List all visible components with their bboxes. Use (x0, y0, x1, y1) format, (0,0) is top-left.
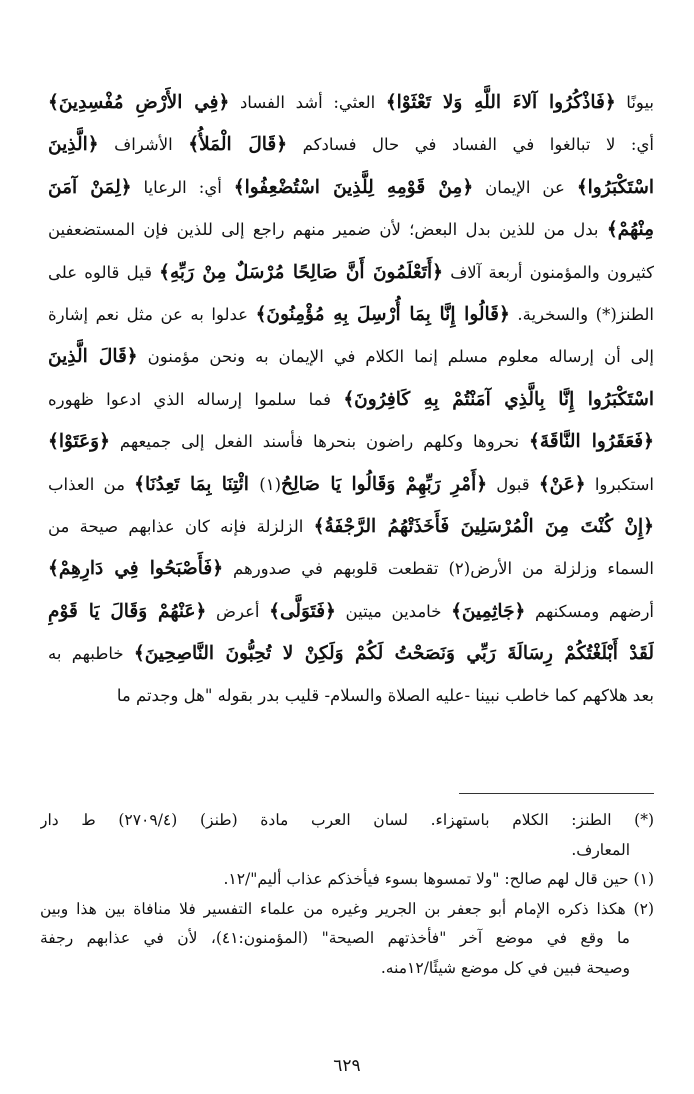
text-line (48, 675, 654, 717)
commentary-text: إلى أن إرساله معلوم مسلم إنما الكلام في الإيمان به ونحن مؤمنون (137, 347, 654, 367)
text-line (48, 82, 654, 124)
commentary-text: خاطبهم به (48, 644, 134, 664)
quran-quote: اسْتَكْبَرُوا﴾ (576, 176, 654, 198)
quran-quote: ائْتِنَا بِمَا تَعِدُنَا﴾ (134, 473, 260, 495)
quran-quote: لَقَدْ أَبْلَغْتُكُمْ رِسَالَةَ رَبِّي وَنَصَحْتُ لَكُمْ وَلَكِنْ لا تُحِبُّونَ النَّاصِحِينَ﴾ (133, 643, 654, 665)
text-line (48, 379, 654, 421)
text-line (48, 633, 654, 675)
commentary-text: أي: الرعايا (131, 177, 234, 197)
text-line (48, 252, 654, 294)
quran-quote: ﴿قَالَ الَّذِينَ (48, 346, 138, 368)
footnote-separator (459, 793, 654, 794)
commentary-text: السماء وزلزلة من الأرض(٢) تقطعت قلوبهم في صدورهم (223, 559, 654, 579)
commentary-text: أي: لا تبالغوا في الفساد في حال فسادكم (287, 135, 654, 155)
commentary-text: عن الإيمان (473, 177, 577, 197)
text-line (48, 506, 654, 548)
quran-quote: ﴿أَتَعْلَمُونَ أَنَّ صَالِحًا مُرْسَلٌ مِنْ رَبِّهِ﴾ (159, 261, 443, 283)
quran-quote: ﴿فَأَصْبَحُوا فِي دَارِهِمْ﴾ (48, 558, 224, 580)
commentary-text: خامدين ميتين (335, 601, 452, 621)
commentary-text: من العذاب (48, 474, 135, 494)
text-line (48, 209, 654, 251)
commentary-text: بيونًا (615, 93, 654, 112)
text-line (48, 421, 654, 463)
main-text (48, 82, 654, 718)
quran-quote: ﴿عَنْ﴾ (538, 473, 586, 495)
footnote-line: (٢) هكذا ذكره الإمام أبو جعفر بن الجرير وغيره من علماء التفسير فلا منافاة بين هذا وبين (40, 899, 654, 918)
text-line (48, 591, 654, 633)
quran-quote: ﴿فَاذْكُرُوا آلاءَ اللَّهِ وَلا تَعْثَوْا﴾ (385, 92, 616, 113)
quran-quote: ﴿فَتَوَلَّى﴾ (269, 600, 336, 622)
commentary-text: بدل من للذين بدل البعض؛ لأن ضمير منهم راجع إلى للذين فإن المستضعفين (48, 220, 607, 240)
commentary-text: فما سلموا إرساله الذي ادعوا ظهوره (48, 389, 344, 409)
quran-quote: اسْتَكْبَرُوا إِنَّا بِالَّذِي آمَنْتُمْ بِهِ كَافِرُونَ﴾ (343, 388, 654, 410)
commentary-text: عدلوا به عن مثل نعم إشارة (48, 304, 256, 324)
text-line (48, 294, 654, 336)
quran-quote: ﴿أَمْرِ رَبِّهِمْ وَقَالُوا يَا صَالِحُ (281, 473, 488, 495)
quran-quote: ﴿مِنْ قَوْمِهِ لِلَّذِينَ اسْتُضْعِفُوا﴾ (233, 176, 474, 198)
quran-quote: ﴿عَنْهُمْ وَقَالَ يَا قَوْمِ (48, 600, 207, 622)
commentary-text: كثيرون والمؤمنون أربعة آلاف (442, 262, 654, 282)
commentary-text: قبول (487, 474, 539, 494)
commentary-text: بعد هلاكهم كما خاطب نبينا -عليه الصلاة والسلام- قليب بدر بقوله "هل وجدتم ما (116, 686, 654, 706)
text-line (48, 124, 654, 166)
commentary-text: (١) (259, 474, 282, 494)
commentary-text: الأشراف (98, 135, 189, 155)
commentary-text: أرضهم ومسكنهم (525, 601, 654, 621)
footnotes (40, 806, 654, 984)
commentary-text: الطنز(*) والسخرية. (509, 304, 654, 324)
footnote-line: (١) حين قال لهم صالح: "ولا تمسوها بسوء فيأخذكم عذاب أليم"/١٢. (223, 870, 654, 889)
quran-quote: ﴿إِنْ كُنْتَ مِنَ الْمُرْسَلِينَ فَأَخَذَتْهُمُ الرَّجْفَةُ﴾ (313, 515, 654, 537)
text-line (48, 464, 654, 506)
quran-quote: ﴿فِي الأَرْضِ مُفْسِدِينَ﴾ (48, 92, 230, 113)
quran-quote: ﴿لِمَنْ آمَنَ (48, 176, 132, 198)
commentary-text: نحروها وكلهم راضون بنحرها فأسند الفعل إلى جميعهم (109, 432, 529, 452)
footnote-line: المعارف. (571, 840, 630, 859)
text-line (48, 336, 654, 378)
text-line (48, 548, 654, 590)
quran-quote: ﴿قَالُوا إِنَّا بِمَا أُرْسِلَ بِهِ مُؤْمِنُونَ﴾ (255, 303, 510, 325)
quran-quote: ﴿جَاثِمِينَ﴾ (451, 600, 526, 622)
quran-quote: ﴿وَعَتَوْا﴾ (48, 431, 110, 453)
commentary-text: العثي: أشد الفساد (229, 93, 386, 112)
quran-quote: مِنْهُمْ﴾ (606, 219, 654, 241)
footnote-line: (*) الطنز: الكلام باستهزاء. لسان العرب مادة (طنز) (٢٧٠٩/٤) ط دار (40, 811, 654, 829)
commentary-text: قيل قالوه على (48, 262, 160, 282)
commentary-text: استكبروا (585, 474, 654, 494)
commentary-text: الزلزلة فإنه كان عذابهم صيحة من (48, 516, 314, 536)
footnote-line: وصيحة فبين في كل موضع شيئًا/١٢منه. (380, 958, 630, 977)
footnote-line: ما وقع في موضع آخر "فأخذتهم الصيحة" (المؤمنون:٤١)، لأن في عذابهم رجفة (40, 929, 630, 948)
commentary-text: أعرض (206, 601, 270, 621)
quran-quote: ﴿فَعَقَرُوا النَّاقَةَ﴾ (529, 431, 654, 453)
page-number: ٦٢٩ (333, 1056, 361, 1076)
text-line (48, 167, 654, 209)
quran-quote: ﴿قَالَ الْمَلأُ﴾ (188, 134, 288, 156)
quran-quote: ﴿الَّذِينَ (48, 134, 99, 156)
